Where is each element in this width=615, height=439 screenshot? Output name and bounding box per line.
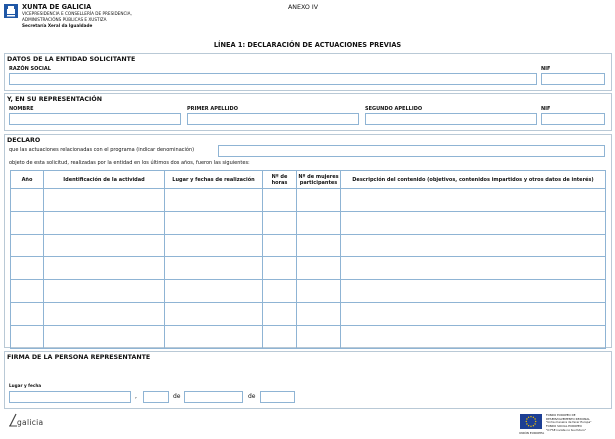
table-cell[interactable] — [263, 257, 297, 280]
de-label-1: de — [173, 393, 181, 400]
representante-nif-field[interactable] — [541, 113, 605, 125]
table-cell[interactable] — [165, 211, 263, 234]
table-header-row — [11, 171, 606, 189]
solicitante-nif-label: NIF — [541, 66, 551, 72]
table-cell[interactable] — [165, 189, 263, 212]
table-cell[interactable] — [44, 234, 165, 257]
segundo-apellido-label: SEGUNDO APELLIDO — [365, 106, 423, 112]
org-line-3: Secretaría Xeral da Igualdade — [22, 23, 93, 28]
lugar-field[interactable] — [9, 391, 131, 403]
table-cell[interactable] — [44, 189, 165, 212]
table-cell[interactable] — [11, 234, 44, 257]
programa-field[interactable] — [218, 145, 605, 157]
table-cell[interactable] — [341, 189, 606, 212]
declaro-line-2: objeto de esta solicitud, realizadas por la entidad en los últimos dos años, fueron las siguientes: — [9, 160, 250, 166]
representante-nif-label: NIF — [541, 106, 551, 112]
nombre-label: NOMBRE — [9, 106, 34, 112]
table-cell[interactable] — [341, 211, 606, 234]
actuaciones-table — [10, 170, 606, 349]
col-header-mujeres: Nº de mujeres participantes — [297, 171, 341, 189]
table-cell[interactable] — [165, 257, 263, 280]
table-row — [11, 325, 606, 348]
table-cell[interactable] — [11, 189, 44, 212]
primer-apellido-field[interactable] — [187, 113, 359, 125]
table-cell[interactable] — [165, 325, 263, 348]
declaro-line-1: que las actuaciones relacionadas con el programa (indicar denominación) — [9, 147, 195, 153]
table-row — [11, 211, 606, 234]
table-cell[interactable] — [297, 280, 341, 303]
table-cell[interactable] — [263, 280, 297, 303]
table-cell[interactable] — [297, 211, 341, 234]
table-cell[interactable] — [341, 280, 606, 303]
section-solicitante-heading: DATOS DE LA ENTIDAD SOLICITANTE — [7, 56, 136, 63]
table-row — [11, 257, 606, 280]
col-header-descripcion: Descripción del contenido (objetivos, contenidos impartidos y otros datos de interés) — [341, 171, 606, 189]
table-cell[interactable] — [297, 257, 341, 280]
table-cell[interactable] — [341, 257, 606, 280]
table-cell[interactable] — [165, 302, 263, 325]
table-cell[interactable] — [263, 234, 297, 257]
table-cell[interactable] — [297, 325, 341, 348]
eu-line-5: "O FSE inviste no teu futuro" — [546, 427, 587, 432]
table-row — [11, 302, 606, 325]
col-header-lugar-fechas: Lugar y fechas de realización — [165, 171, 263, 189]
table-cell[interactable] — [297, 189, 341, 212]
table-row — [11, 234, 606, 257]
eu-line-4: FONDO SOCIAL EUROPEO — [546, 424, 582, 428]
eu-caption: UNIÓN EUROPEA — [519, 431, 545, 435]
table-cell[interactable] — [341, 325, 606, 348]
table-cell[interactable] — [297, 234, 341, 257]
page-title: LÍNEA 1: DECLARACIÓN DE ACTUACIONES PREVIAS — [213, 41, 402, 49]
de-label-2: de — [248, 393, 256, 400]
nombre-field[interactable] — [9, 113, 181, 125]
eu-line-1: FONDO EUROPEO DE — [546, 413, 576, 417]
table-cell[interactable] — [263, 302, 297, 325]
section-representacion-heading: Y, EN SU REPRESENTACIÓN — [7, 96, 102, 103]
table-cell[interactable] — [297, 302, 341, 325]
col-header-horas: Nº de horas — [263, 171, 297, 189]
dia-field[interactable] — [143, 391, 169, 403]
anio-field[interactable] — [260, 391, 295, 403]
segundo-apellido-field[interactable] — [365, 113, 537, 125]
eu-flag-icon — [520, 414, 542, 429]
col-header-anio: Año — [11, 171, 44, 189]
table-row — [11, 280, 606, 303]
table-row — [11, 189, 606, 212]
mes-field[interactable] — [184, 391, 243, 403]
eu-line-3: "Unha maneira de facer Europa" — [546, 420, 592, 424]
table-cell[interactable] — [341, 234, 606, 257]
table-cell[interactable] — [44, 302, 165, 325]
table-cell[interactable] — [165, 234, 263, 257]
table-cell[interactable] — [11, 325, 44, 348]
table-cell[interactable] — [44, 211, 165, 234]
table-cell[interactable] — [11, 211, 44, 234]
table-cell[interactable] — [263, 211, 297, 234]
table-cell[interactable] — [44, 325, 165, 348]
table-cell[interactable] — [263, 325, 297, 348]
primer-apellido-label: PRIMER APELLIDO — [187, 106, 238, 112]
eu-line-2: DESENVOLVEMENTO REXIONAL — [546, 416, 590, 421]
lugar-fecha-label: Lugar y fecha — [9, 383, 42, 388]
table-cell[interactable] — [165, 280, 263, 303]
razon-social-field[interactable] — [9, 73, 537, 85]
table-cell[interactable] — [341, 302, 606, 325]
solicitante-nif-field[interactable] — [541, 73, 605, 85]
org-line-2: ADMINISTRACIÓNS PÚBLICAS E XUSTIZA — [22, 17, 107, 22]
annex-label: ANEXO IV — [288, 4, 319, 11]
col-header-actividad: Identificación de la actividad — [44, 171, 165, 189]
section-declaro-heading: DECLARO — [7, 137, 41, 144]
table-cell[interactable] — [44, 280, 165, 303]
org-line-1: VICEPRESIDENCIA E CONSELLERÍA DE PRESIDENCIA, — [22, 11, 132, 16]
table-cell[interactable] — [11, 280, 44, 303]
org-name: XUNTA DE GALICIA — [22, 3, 92, 11]
table-cell[interactable] — [263, 189, 297, 212]
table-cell[interactable] — [11, 257, 44, 280]
section-firma-heading: FIRMA DE LA PERSONA REPRESENTANTE — [7, 354, 151, 361]
table-cell[interactable] — [11, 302, 44, 325]
galicia-logo-text: galicia — [17, 418, 44, 427]
galicia-flag-icon — [4, 4, 18, 18]
comma-separator: , — [135, 393, 137, 400]
razon-social-label: RAZÓN SOCIAL — [9, 66, 51, 72]
table-cell[interactable] — [44, 257, 165, 280]
